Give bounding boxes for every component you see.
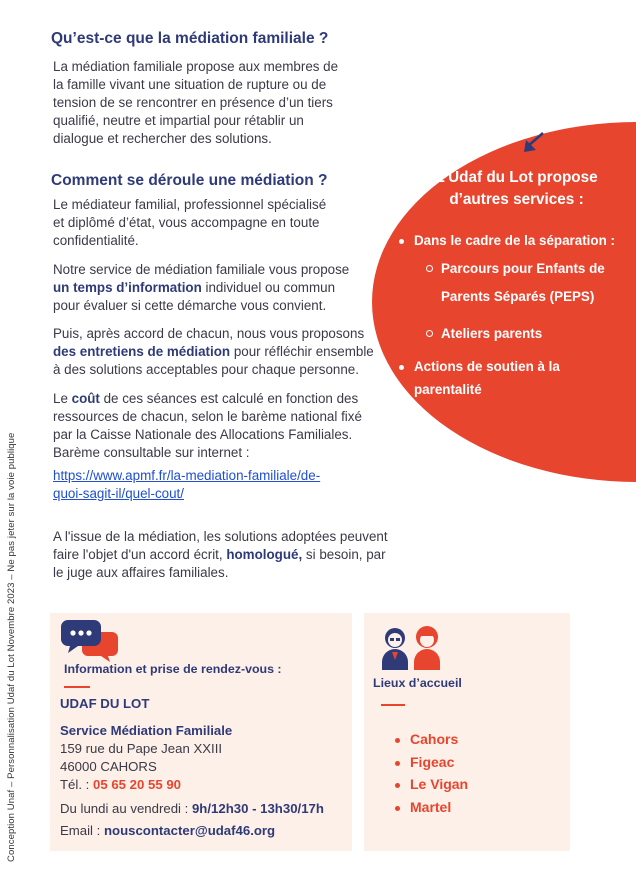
- hours-value: 9h/12h30 - 13h30/17h: [191, 801, 324, 816]
- section1-line-1: La médiation familiale propose aux membres de: [53, 59, 339, 74]
- p2-line-1: Notre service de médiation familiale vous propose: [53, 262, 350, 277]
- p3-line-2: [53, 343, 374, 361]
- section2-title: Comment se déroule une médiation ?: [51, 172, 328, 189]
- p3-line-1: Puis, après accord de chacun, nous vous proposons: [53, 326, 365, 341]
- city-item: Martel: [410, 799, 452, 815]
- p2-line-2: [53, 279, 335, 297]
- people-icon: [378, 622, 444, 670]
- phone-label: Tél. :: [60, 777, 93, 792]
- p5-line-2: [53, 546, 386, 564]
- bullet-dot-icon: [399, 365, 404, 370]
- lieux-title: Lieux d’accueil: [373, 676, 462, 690]
- services-title: [395, 167, 636, 211]
- p4-pre: Le: [53, 391, 72, 406]
- cost-link-line-1[interactable]: https://www.apmf.fr/la-mediation-familiale/de-: [53, 468, 321, 483]
- service-sub1-line-1: Parcours pour Enfants de: [441, 261, 605, 276]
- service-sub2: Ateliers parents: [441, 326, 543, 341]
- services-title-line-2: d’autres services :: [449, 191, 584, 208]
- section1-line-5: dialogue et rechercher des solutions.: [53, 131, 272, 146]
- p4-line-2: ressources de chacun, selon le barème national fixé: [53, 409, 362, 424]
- p5-line-1: A l'issue de la médiation, les solutions adoptées peuvent: [53, 529, 388, 544]
- city-item: Figeac: [410, 754, 455, 770]
- contact-phone: [60, 776, 181, 794]
- p1-line-1: Le médiateur familial, professionnel spécialisé: [53, 197, 327, 212]
- contact-address-1: 159 rue du Pape Jean XXIII: [60, 741, 223, 756]
- p3-line-2-rest: pour réfléchir ensemble: [230, 344, 374, 359]
- phone-number[interactable]: 05 65 20 55 90: [92, 777, 181, 792]
- contact-hours: [60, 800, 324, 818]
- contact-org: UDAF DU LOT: [60, 696, 150, 711]
- cost-link-line-2[interactable]: quoi-sagit-il/quel-cout/: [53, 486, 184, 501]
- p5-rest: si besoin, par: [302, 547, 386, 562]
- p4-bold: coût: [71, 391, 100, 406]
- side-credit: Conception Unaf – Personnalisation Udaf du Lot Novembre 2023 – Ne pas jeter sur la voie publique: [6, 432, 17, 862]
- contact-address-2: 46000 CAHORS: [60, 759, 157, 774]
- p4-line-3: par la Caisse Nationale des Allocations Familiales.: [53, 427, 353, 442]
- hours-label: Du lundi au vendredi :: [60, 801, 192, 816]
- p3-bold: des entretiens de médiation: [53, 344, 231, 359]
- p5-bold: homologué,: [226, 547, 303, 562]
- contact-service: Service Médiation Familiale: [60, 723, 233, 738]
- email-address[interactable]: nouscontacter@udaf46.org: [103, 823, 276, 838]
- contact-divider: [64, 686, 90, 688]
- contact-title: Information et prise de rendez-vous :: [64, 662, 282, 676]
- p4-rest: de ces séances est calculé en fonction des: [99, 391, 359, 406]
- service-item-2-line-1: Actions de soutien à la: [414, 359, 560, 374]
- city-item: Cahors: [410, 731, 459, 747]
- services-title-line-1: L’Udaf du Lot propose: [435, 169, 598, 186]
- bullet-ring-icon: [426, 265, 433, 272]
- city-bullet-icon: [395, 783, 400, 788]
- p1-line-2: et diplômé d’état, vous accompagne en toute: [53, 215, 320, 230]
- section1-line-4: qualifié, neutre et impartial pour rétablir un: [53, 113, 304, 128]
- city-item: Le Vigan: [410, 776, 469, 792]
- email-label: Email :: [60, 823, 104, 838]
- service-item-1: Dans le cadre de la séparation :: [414, 233, 615, 248]
- p3-line-3: à des solutions acceptables pour chaque personne.: [53, 362, 359, 377]
- section1-title: Qu’est-ce que la médiation familiale ?: [51, 30, 329, 47]
- city-bullet-icon: [395, 806, 400, 811]
- p4-line-1: [53, 390, 358, 408]
- p2-line-2-rest: individuel ou commun: [201, 280, 336, 295]
- service-sub1-line-2: Parents Séparés (PEPS): [441, 289, 595, 304]
- chat-bubbles-icon: [60, 618, 120, 662]
- p4-line-4: Barème consultable sur internet :: [53, 445, 250, 460]
- section1-line-3: tension de se rencontrer en présence d’un tiers: [53, 95, 333, 110]
- section1-line-2: la famille vivant une situation de rupture ou de: [53, 77, 327, 92]
- p5-pre: faire l'objet d'un accord écrit,: [53, 547, 227, 562]
- bullet-dot-icon: [399, 239, 404, 244]
- p2-line-3: pour évaluer si cette démarche vous convient.: [53, 298, 327, 313]
- p2-bold: un temps d’information: [53, 280, 202, 295]
- contact-email: [60, 822, 275, 840]
- arrow-down-left-icon: [521, 131, 545, 155]
- lieux-divider: [381, 704, 405, 706]
- bullet-ring-icon: [426, 330, 433, 337]
- city-bullet-icon: [395, 761, 400, 766]
- p1-line-3: confidentialité.: [53, 233, 139, 248]
- city-bullet-icon: [395, 738, 400, 743]
- service-item-2-line-2: parentalité: [414, 382, 482, 397]
- p5-line-3: le juge aux affaires familiales.: [53, 565, 229, 580]
